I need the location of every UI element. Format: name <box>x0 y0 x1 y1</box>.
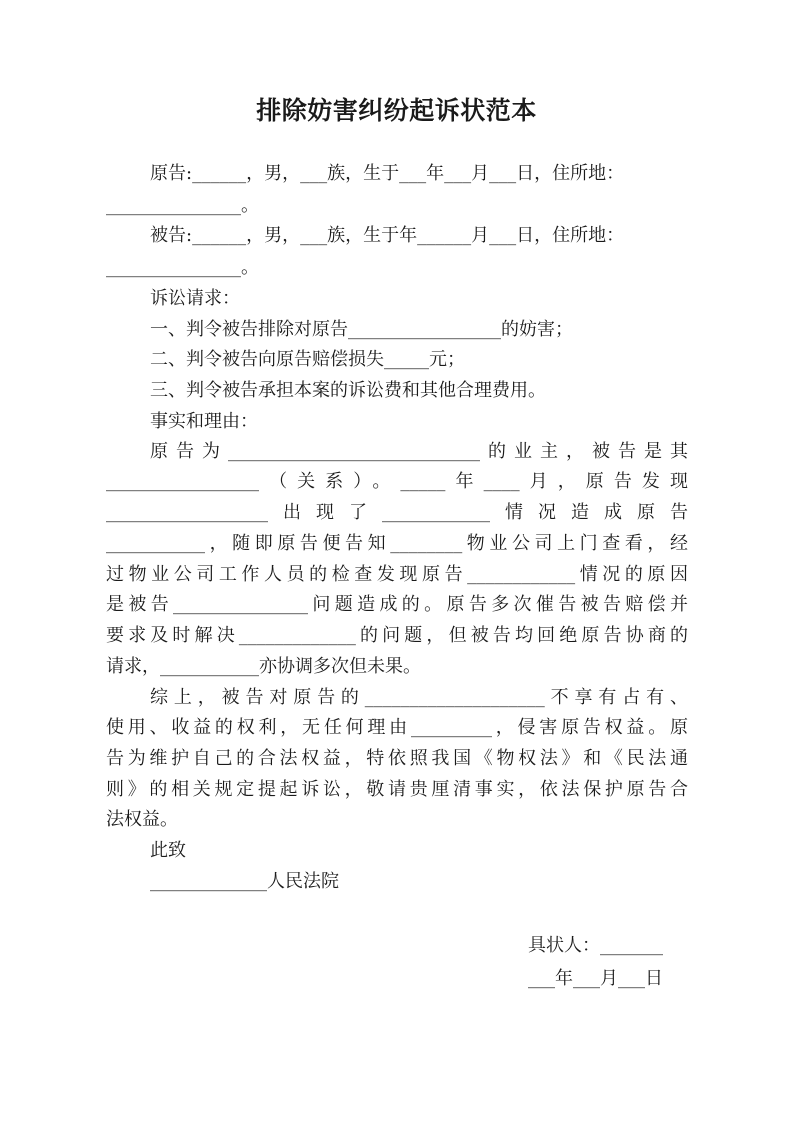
plaintiff-info-line: 原告:______，男，___族，生于___年___月___日，住所地： <box>150 163 625 184</box>
document-title: 排除妨害纠纷起诉状范本 <box>256 96 537 125</box>
summary-line: 则》的相关规定提起诉讼，敬请贵厘清事实，依法保护原告合 <box>106 779 688 800</box>
summary-line: 使用、收益的权利，无任何理由_________，侵害原告权益。原 <box>106 717 688 738</box>
signer-line: 具状人：_______ <box>528 935 663 956</box>
court-name-line: _____________人民法院 <box>150 871 339 892</box>
claim-item-3: 三、判令被告承担本案的诉讼费和其他合理费用。 <box>150 380 546 401</box>
facts-line: 是被告_______________问题造成的。原告多次催告被告赔偿并 <box>106 594 688 615</box>
facts-line: _________________（关系）。_____年____月，原告发现 <box>106 471 688 492</box>
summary-line: 综上，被告对原告的____________________不享有占有、 <box>150 687 688 708</box>
claim-item-2: 二、判令被告向原告赔偿损失_____元； <box>150 349 465 370</box>
facts-line: 过物业公司工作人员的检查发现原告____________情况的原因 <box>106 564 688 585</box>
facts-line: 原告为____________________________的业主，被告是其 <box>150 441 688 462</box>
summary-line: 法权益。 <box>106 809 178 830</box>
defendant-address-line: _______________。 <box>106 257 259 278</box>
date-line: ___年___月___日 <box>528 968 663 989</box>
summary-line: 告为维护自己的合法权益，特依照我国《物权法》和《民法通 <box>106 748 688 769</box>
plaintiff-address-line: _______________。 <box>106 195 259 216</box>
facts-line: __________________出现了____________情况造成原告 <box>106 502 688 523</box>
facts-line: ___________，随即原告便告知________物业公司上门查看，经 <box>106 533 688 554</box>
defendant-info-line: 被告:______，男，___族，生于年______月___日，住所地： <box>150 225 625 246</box>
salutation: 此致 <box>150 840 186 861</box>
facts-line: 要求及时解决_____________的问题，但被告均回绝原告协商的 <box>106 625 688 646</box>
claim-item-1: 一、判令被告排除对原告_________________的妨害； <box>150 319 573 340</box>
claims-heading: 诉讼请求： <box>150 288 240 309</box>
facts-heading: 事实和理由： <box>150 411 258 432</box>
facts-line: 请求，___________亦协调多次但未果。 <box>106 656 421 677</box>
